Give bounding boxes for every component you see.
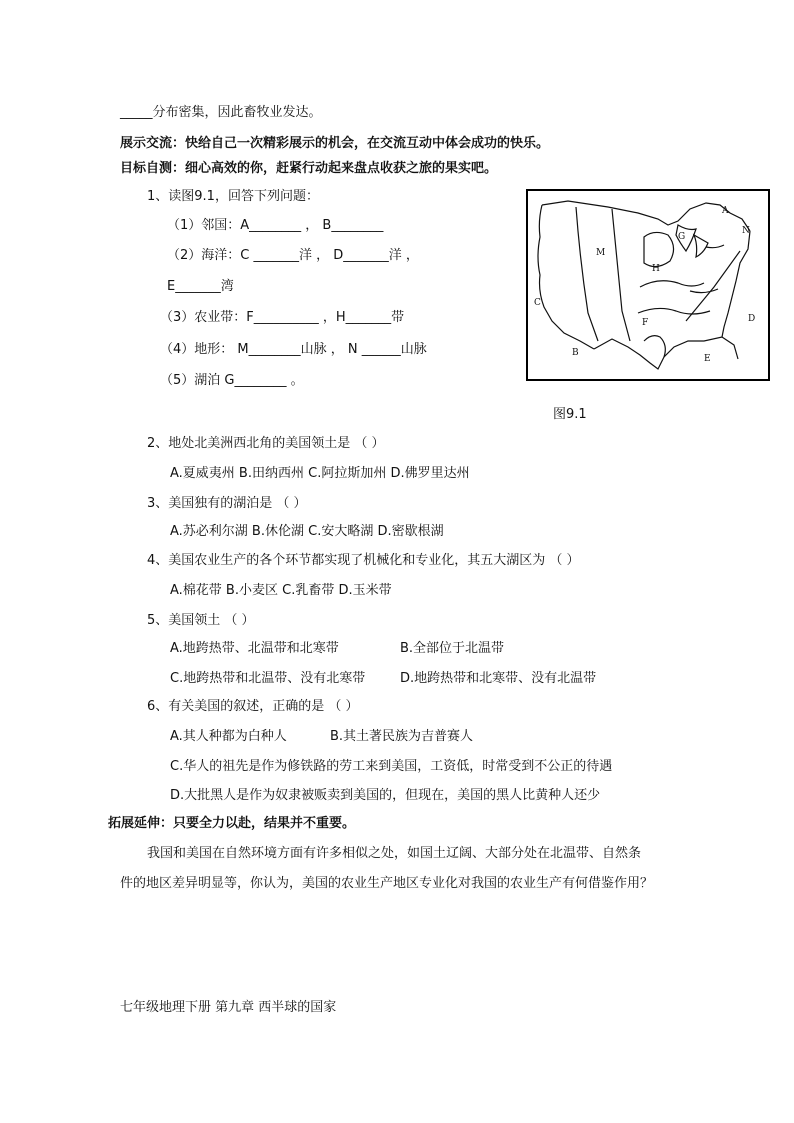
- q1-terrain: （4）地形： M________山脉 ， N ______山脉: [160, 342, 427, 357]
- section-show-heading: 展示交流：快给自己一次精彩展示的机会，在交流互动中体会成功的快乐。: [120, 136, 550, 151]
- figure-caption: 图9.1: [553, 407, 587, 422]
- header-fragment: _____分布密集，因此畜牧业发达。: [120, 105, 322, 120]
- q3-options: A.苏必利尔湖 B.休伦湖 C.安大略湖 D.密歇根湖: [170, 524, 444, 539]
- q2-options: A.夏威夷州 B.田纳西州 C.阿拉斯加州 D.佛罗里达州: [170, 466, 470, 481]
- q1-gulf: E_______湾: [167, 279, 234, 294]
- q6-stem: 6、有关美国的叙述，正确的是 （ ）: [147, 699, 359, 714]
- extend-paragraph-line-1: 我国和美国在自然环境方面有许多相似之处，如国土辽阔、大部分处在北温带、自然条: [147, 846, 642, 861]
- map-label-g: G: [678, 232, 686, 242]
- q4-stem: 4、美国农业生产的各个环节都实现了机械化和专业化，其五大湖区为 （ ）: [147, 553, 580, 568]
- section-extend-heading: 拓展延伸：只要全力以赴，结果并不重要。: [108, 816, 356, 831]
- q5-option-c: C.地跨热带和北温带、没有北寒带: [170, 671, 366, 686]
- q6-option-c: C.华人的祖先是作为修铁路的劳工来到美国，工资低，时常受到不公正的待遇: [170, 759, 613, 774]
- map-label-b: B: [572, 348, 579, 358]
- q1-oceans: （2）海洋：C _______洋 ， D_______洋 ，: [167, 248, 419, 263]
- map-label-d: D: [748, 314, 756, 324]
- page-footer: 七年级地理下册 第九章 西半球的国家: [120, 1000, 337, 1015]
- q1-neighbors: （1）邻国：A________ ， B________: [167, 218, 384, 233]
- q6-option-d: D.大批黑人是作为奴隶被贩卖到美国的，但现在，美国的黑人比黄种人还少: [170, 788, 601, 803]
- q5-option-b: B.全部位于北温带: [400, 641, 505, 656]
- q1-agri: （3）农业带：F__________ ，H_______带: [160, 310, 405, 325]
- q1-lake: （5）湖泊 G________ 。: [160, 373, 304, 388]
- usa-map-figure: [526, 189, 770, 381]
- section-test-heading: 目标自测：细心高效的你，赶紧行动起来盘点收获之旅的果实吧。: [120, 161, 498, 176]
- map-label-h: H: [652, 264, 660, 274]
- q6-option-a: A.其人种都为白种人: [170, 729, 287, 744]
- q3-stem: 3、美国独有的湖泊是 （ ）: [147, 496, 307, 511]
- usa-map-drawing: [528, 191, 768, 379]
- q6-option-b: B.其土著民族为吉普赛人: [330, 729, 474, 744]
- q1-stem: 1、读图9.1，回答下列问题：: [147, 189, 319, 204]
- map-label-c: C: [534, 298, 541, 308]
- q5-option-a: A.地跨热带、北温带和北寒带: [170, 641, 339, 656]
- map-label-e: E: [704, 354, 711, 364]
- extend-paragraph-line-2: 件的地区差异明显等，你认为，美国的农业生产地区专业化对我国的农业生产有何借鉴作用？: [120, 876, 654, 891]
- q5-stem: 5、美国领土 （ ）: [147, 613, 255, 628]
- q4-options: A.棉花带 B.小麦区 C.乳畜带 D.玉米带: [170, 583, 392, 598]
- map-label-m: M: [596, 248, 606, 258]
- q2-stem: 2、地处北美洲西北角的美国领土是 （ ）: [147, 436, 385, 451]
- q5-option-d: D.地跨热带和北寒带、没有北温带: [400, 671, 597, 686]
- map-label-f: F: [642, 318, 649, 328]
- map-label-n: N: [742, 226, 750, 236]
- map-label-a: A: [722, 206, 729, 216]
